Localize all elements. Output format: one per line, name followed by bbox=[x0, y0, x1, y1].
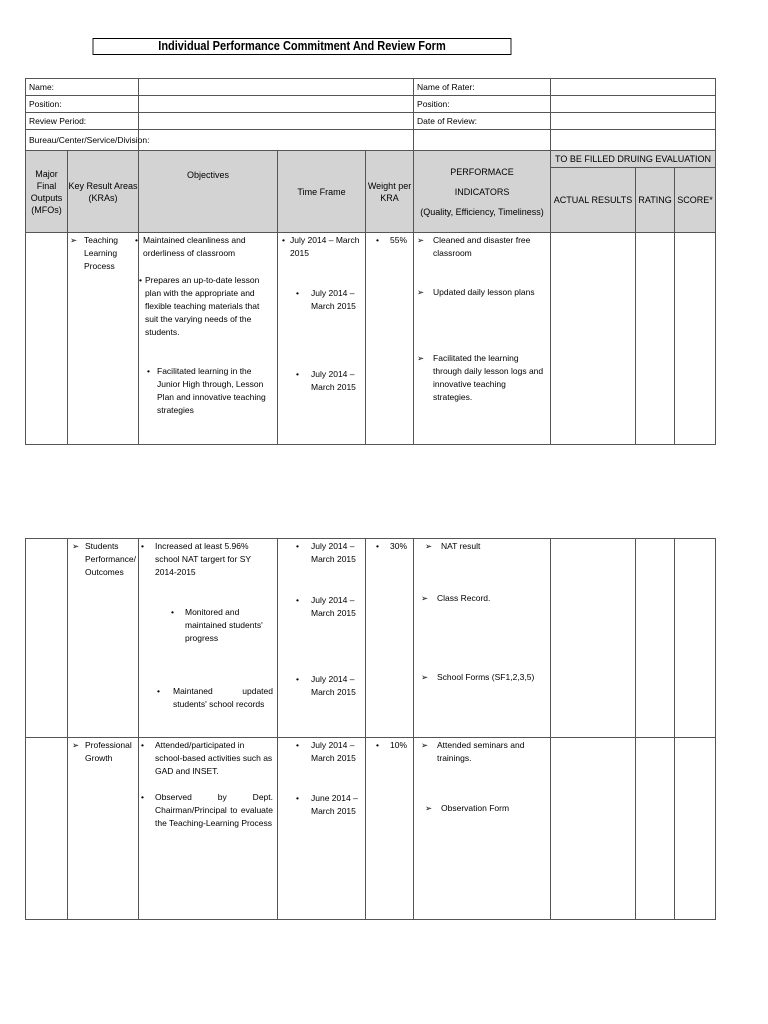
arrow-icon: ➢ bbox=[72, 740, 80, 750]
rating-teaching[interactable] bbox=[636, 233, 675, 445]
review-period-label: Review Period: bbox=[26, 113, 139, 130]
weight-professional: 10% bbox=[390, 740, 408, 750]
weight-students: 30% bbox=[390, 541, 408, 551]
header-indicators bbox=[414, 151, 551, 233]
tf-students-2: July 2014 – March 2015 bbox=[311, 595, 356, 618]
weight-teaching: 55% bbox=[390, 235, 408, 245]
mfo-cell-professional bbox=[26, 738, 68, 920]
score-professional[interactable] bbox=[675, 738, 716, 920]
tf-professional-1: July 2014 – March 2015 bbox=[311, 740, 356, 763]
bullet-icon: • bbox=[296, 288, 299, 298]
ind-professional-2: Observation Form bbox=[441, 803, 510, 813]
rating-professional[interactable] bbox=[636, 738, 675, 920]
tf-teaching-3: July 2014 – March 2015 bbox=[311, 369, 356, 392]
objectives-cell-professional bbox=[139, 738, 278, 920]
date-review-field[interactable] bbox=[551, 113, 716, 130]
ind-teaching-3: Facilitated the learning through daily lesson logs and innovative teaching strategies. bbox=[433, 353, 544, 402]
obj-teaching-2: Prepares an up-to-date lesson plan with the appropriate and flexible teaching materials that suit the varying needs of the students. bbox=[145, 275, 260, 337]
ind-students-1: NAT result bbox=[441, 541, 481, 551]
kra-students: Students Performance/ Outcomes bbox=[85, 541, 137, 577]
kra-teaching: Teaching Learning Process bbox=[84, 235, 119, 271]
arrow-icon: ➢ bbox=[417, 287, 425, 297]
header-indicators-line1: PERFORMACE bbox=[450, 166, 514, 177]
weight-cell-professional bbox=[366, 738, 414, 920]
kra-professional: Professional Growth bbox=[85, 740, 132, 763]
bullet-icon: • bbox=[157, 686, 160, 696]
obj-teaching-1: Maintained cleanliness and orderliness of classroom bbox=[143, 235, 246, 258]
bullet-icon: • bbox=[141, 792, 144, 802]
bullet-icon: • bbox=[296, 541, 299, 551]
arrow-icon: ➢ bbox=[421, 672, 429, 682]
obj-students-2: Monitored and maintained students' progress bbox=[185, 607, 263, 643]
arrow-icon: ➢ bbox=[72, 541, 80, 551]
bullet-icon: • bbox=[376, 235, 379, 245]
arrow-icon: ➢ bbox=[425, 803, 433, 813]
ind-students-3: School Forms (SF1,2,3,5) bbox=[437, 672, 535, 682]
ind-teaching-2: Updated daily lesson plans bbox=[433, 287, 535, 297]
score-teaching[interactable] bbox=[675, 233, 716, 445]
rater-position-label: Position: bbox=[414, 96, 551, 113]
tf-teaching-2: July 2014 – March 2015 bbox=[311, 288, 356, 311]
name-field[interactable] bbox=[139, 79, 414, 96]
kra-cell-teaching bbox=[68, 233, 139, 445]
header-objectives: Objectives bbox=[139, 151, 278, 233]
bullet-icon: • bbox=[296, 793, 299, 803]
rating-students[interactable] bbox=[636, 539, 675, 738]
objectives-cell-teaching bbox=[135, 233, 278, 445]
position-label: Position: bbox=[26, 96, 139, 113]
arrow-icon: ➢ bbox=[70, 235, 78, 245]
bullet-icon: • bbox=[135, 235, 138, 245]
arrow-icon: ➢ bbox=[421, 740, 429, 750]
header-indicators-line3: (Quality, Efficiency, Timeliness) bbox=[420, 206, 544, 217]
obj-teaching-3: Facilitated learning in the Junior High through, Lesson Plan and innovative teaching strategies bbox=[157, 366, 266, 415]
bullet-icon: • bbox=[296, 674, 299, 684]
timeframe-cell-students bbox=[278, 539, 366, 738]
bullet-icon: • bbox=[296, 369, 299, 379]
timeframe-cell-professional bbox=[278, 738, 366, 920]
header-weight: Weight per KRA bbox=[366, 151, 414, 233]
tf-professional-2: June 2014 – March 2015 bbox=[311, 793, 358, 816]
bureau-blank-right bbox=[551, 130, 716, 151]
arrow-icon: ➢ bbox=[417, 235, 425, 245]
weight-cell-students bbox=[366, 539, 414, 738]
bullet-icon: • bbox=[141, 740, 144, 750]
form-table-bottom bbox=[25, 538, 716, 920]
position-field[interactable] bbox=[139, 96, 414, 113]
name-label: Name: bbox=[26, 79, 139, 96]
timeframe-cell-teaching bbox=[278, 233, 366, 445]
indicators-cell-students bbox=[414, 539, 551, 738]
objectives-cell-students bbox=[139, 539, 278, 738]
mfo-cell-teaching bbox=[26, 233, 68, 445]
bullet-icon: • bbox=[282, 235, 285, 245]
review-period-field[interactable] bbox=[139, 113, 414, 130]
actual-results-teaching[interactable] bbox=[551, 233, 636, 445]
bullet-icon: • bbox=[139, 275, 142, 285]
kra-cell-professional bbox=[68, 738, 139, 920]
bullet-icon: • bbox=[296, 595, 299, 605]
date-review-label: Date of Review: bbox=[414, 113, 551, 130]
ind-professional-1: Attended seminars and trainings. bbox=[437, 740, 525, 763]
obj-students-1: Increased at least 5.96% school NAT targert for SY 2014-2015 bbox=[155, 541, 251, 577]
rater-position-field[interactable] bbox=[551, 96, 716, 113]
header-timeframe: Time Frame bbox=[278, 151, 366, 233]
bullet-icon: • bbox=[376, 541, 379, 551]
form-table-top bbox=[25, 78, 716, 445]
bullet-icon: • bbox=[296, 740, 299, 750]
header-mfo: Major Final Outputs (MFOs) bbox=[26, 151, 68, 233]
bureau-blank bbox=[414, 130, 551, 151]
score-students[interactable] bbox=[675, 539, 716, 738]
header-actual-results: ACTUAL RESULTS bbox=[551, 168, 636, 233]
weight-cell-teaching bbox=[366, 233, 414, 445]
header-rating: RATING bbox=[636, 168, 675, 233]
bullet-icon: • bbox=[141, 541, 144, 551]
ind-students-2: Class Record. bbox=[437, 593, 491, 603]
tf-students-3: July 2014 – March 2015 bbox=[311, 674, 356, 697]
actual-results-students[interactable] bbox=[551, 539, 636, 738]
rater-field[interactable] bbox=[551, 79, 716, 96]
header-score: SCORE* bbox=[675, 168, 716, 233]
kra-cell-students bbox=[68, 539, 139, 738]
arrow-icon: ➢ bbox=[417, 353, 425, 363]
bureau-field[interactable] bbox=[139, 130, 414, 151]
header-kra: Key Result Areas (KRAs) bbox=[68, 151, 139, 233]
bullet-icon: • bbox=[147, 366, 150, 376]
header-evaluation: TO BE FILLED DRUING EVALUATION bbox=[551, 151, 716, 168]
arrow-icon: ➢ bbox=[425, 541, 433, 551]
indicators-cell-teaching bbox=[414, 233, 551, 445]
bullet-icon: • bbox=[171, 607, 174, 617]
tf-teaching-1: July 2014 – March 2015 bbox=[290, 235, 360, 258]
actual-results-professional[interactable] bbox=[551, 738, 636, 920]
obj-professional-2: Observed by Dept. Chairman/Principal to evaluate the Teaching-Learning Process bbox=[155, 792, 273, 828]
mfo-cell-students bbox=[26, 539, 68, 738]
bureau-label: Bureau/Center/Service/Division: bbox=[26, 130, 139, 151]
indicators-cell-professional bbox=[414, 738, 551, 920]
arrow-icon: ➢ bbox=[421, 593, 429, 603]
bullet-icon: • bbox=[376, 740, 379, 750]
obj-students-3: Maintaned updated students' school records bbox=[173, 686, 273, 709]
tf-students-1: July 2014 – March 2015 bbox=[311, 541, 356, 564]
header-indicators-line2: INDICATORS bbox=[454, 186, 510, 197]
ind-teaching-1: Cleaned and disaster free classroom bbox=[433, 235, 531, 258]
obj-professional-1: Attended/participated in school-based activities such as GAD and INSET. bbox=[155, 740, 273, 776]
form-title: Individual Performance Commitment And Review Form bbox=[93, 38, 512, 55]
rater-label: Name of Rater: bbox=[414, 79, 551, 96]
